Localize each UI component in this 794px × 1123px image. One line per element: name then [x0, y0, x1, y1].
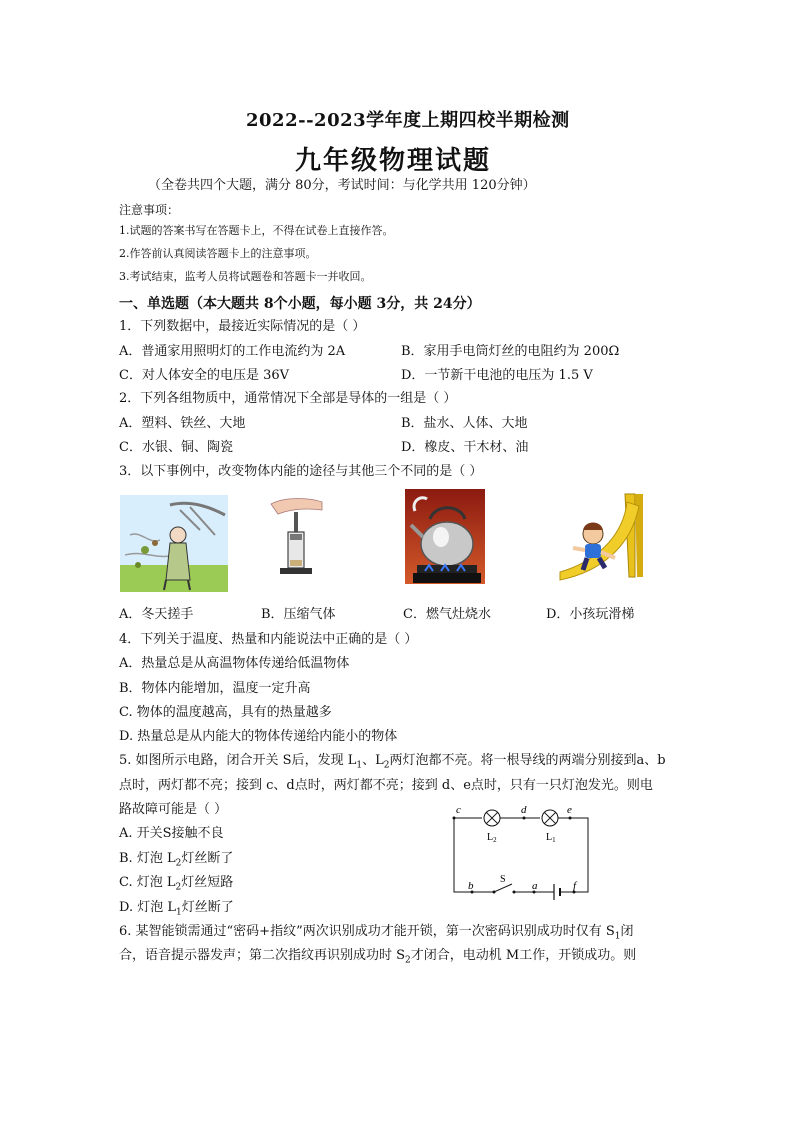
q3-stem: 3．以下事例中，改变物体内能的途径与其他三个不同的是（ ） — [119, 464, 483, 479]
q4-option-b: B．物体内能增加，温度一定升高 — [119, 681, 311, 696]
exam-info: （全卷共四个大题，满分 80分，考试时间：与化学共用 120分钟） — [148, 178, 536, 193]
circuit-label-d: d — [521, 804, 527, 816]
circuit-label-a: a — [532, 880, 538, 892]
old-man-rubbing-hands-icon — [120, 495, 228, 592]
q1-option-a: A．普通家用照明灯的工作电流约为 2A — [119, 344, 346, 359]
q3-option-a: A．冬天搓手 — [119, 607, 194, 622]
q1-option-d: D．一节新干电池的电压为 1.5 V — [401, 368, 593, 383]
circuit-label-l2: $L_2$ — [487, 832, 497, 844]
q5-option-c: C. 灯泡 $L_2$灯丝短路 — [119, 875, 234, 893]
circuit-label-b: b — [468, 880, 474, 892]
section-1-title: 一、单选题（本大题共 8个小题，每小题 3分，共 24分） — [119, 296, 481, 312]
circuit-label-c: c — [456, 804, 461, 816]
q5-option-b: B. 灯泡 $L_2$灯丝断了 — [119, 851, 234, 869]
notice-heading: 注意事项： — [119, 203, 180, 217]
kettle-on-stove-icon — [405, 489, 485, 584]
exam-subtitle: 九年级物理试题 — [295, 146, 492, 176]
notice-item-1: 1.试题的答案书写在答题卡上，不得在试卷上直接作答。 — [119, 224, 394, 237]
circuit-label-e: e — [567, 804, 572, 816]
q4-stem: 4．下列关于温度、热量和内能说法中正确的是（ ） — [119, 632, 418, 647]
q5-stem-line-1: 5. 如图所示电路，闭合开关 S后，发现 $L_1$、$L_2$两灯泡都不亮。将一根导线的两端分别接到a、b — [119, 753, 666, 771]
q2-option-d: D．橡皮、干木材、油 — [401, 440, 529, 455]
q3-option-d: D．小孩玩滑梯 — [546, 607, 635, 622]
notice-item-2: 2.作答前认真阅读答题卡上的注意事项。 — [119, 247, 317, 260]
q5-option-a: A. 开关S接触不良 — [119, 826, 224, 841]
q5-stem-line-3: 路故障可能是（ ） — [119, 802, 228, 817]
q1-option-c: C．对人体安全的电压是 36V — [119, 368, 290, 383]
q6-stem-line-1: 6. 某智能锁需通过“密码+指纹”两次识别成功才能开锁，第一次密码识别成功时仅有 $S_1$闭 — [119, 924, 634, 942]
q4-option-c: C. 物体的温度越高，具有的热量越多 — [119, 705, 332, 720]
q4-option-d: D. 热量总是从内能大的物体传递给内能小的物体 — [119, 729, 398, 744]
child-on-slide-icon — [555, 492, 655, 582]
q4-option-a: A．热量总是从高温物体传递给低温物体 — [119, 656, 350, 671]
q1-stem: 1．下列数据中，最接近实际情况的是（ ） — [119, 319, 366, 334]
q6-stem-line-2: 合，语音提示器发声；第二次指纹再识别成功时 $S_2$才闭合，电动机 M工作，开锁成功。则 — [119, 948, 637, 966]
q5-option-d: D. 灯泡 $L_1$灯丝断了 — [119, 900, 234, 918]
notice-item-3: 3.考试结束，监考人员将试题卷和答题卡一并收回。 — [119, 270, 372, 283]
q2-option-a: A．塑料、铁丝、大地 — [119, 416, 246, 431]
q5-circuit-diagram — [446, 800, 596, 902]
circuit-label-f: f — [573, 880, 577, 892]
q5-stem-line-2: 点时，两灯都不亮；接到 c、d点时，两灯都不亮；接到 d、e点时，只有一只灯泡发光。则电 — [119, 778, 653, 793]
piston-compression-icon — [266, 492, 326, 582]
q2-option-b: B．盐水、人体、大地 — [401, 416, 528, 431]
q2-stem: 2．下列各组物质中，通常情况下全部是导体的一组是（ ） — [119, 391, 457, 406]
circuit-label-s: S — [500, 874, 506, 885]
q1-option-b: B．家用手电筒灯丝的电阻约为 200Ω — [401, 344, 620, 359]
q3-option-b: B．压缩气体 — [261, 607, 336, 622]
circuit-label-l1: $L_1$ — [546, 832, 556, 844]
q2-option-c: C．水银、铜、陶瓷 — [119, 440, 233, 455]
q3-option-c: C．燃气灶烧水 — [403, 607, 491, 622]
exam-title: 2022--2023学年度上期四校半期检测 — [246, 110, 570, 131]
